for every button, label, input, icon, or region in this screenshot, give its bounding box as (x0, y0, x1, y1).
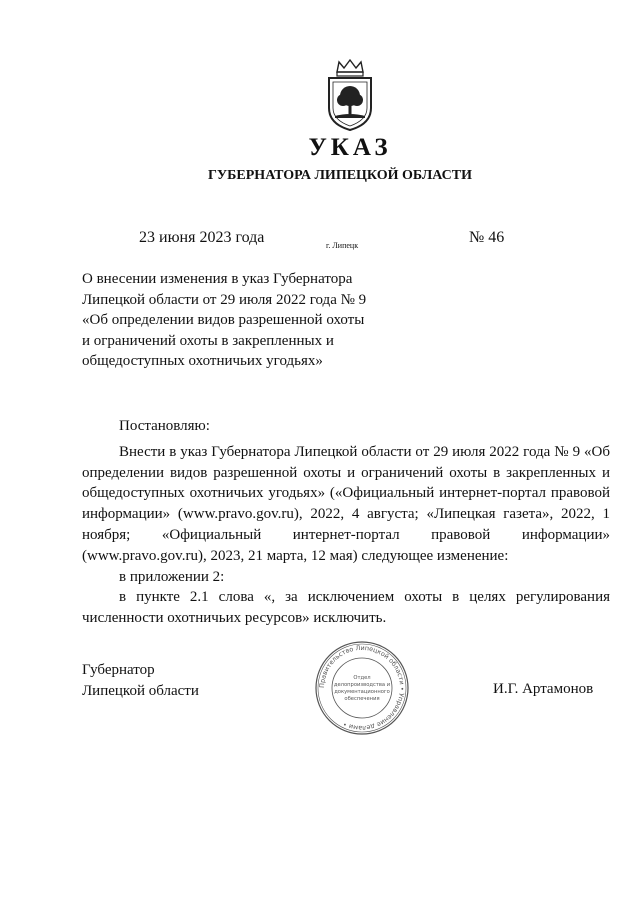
coat-of-arms-emblem (325, 58, 375, 132)
document-subject (82, 269, 382, 372)
body-paragraph: Внести в указ Губернатора Липецкой области от 29 июля 2022 года № 9 «Об определении видов разрешенной охоты и ограничений охоты в закрепленных и общедоступных охотничьих угодьях» («Официальный интернет-портал правовой информации» (www.pravo.gov.ru), 2022, 4 августа; «Липецкая газета», 2022, 1 ноября; «Официальный интернет-портал правовой информации» (www.pravo.gov.ru), 2023, 21 марта, 12 мая) следующее изменение: (82, 443, 610, 564)
subject-line: О внесении изменения в указ Губернатора (82, 271, 353, 287)
stamp-center-text: обеспечения (344, 696, 380, 702)
decree-word: Постановляю: (119, 418, 210, 434)
body-paragraph: в пункте 2.1 слова «, за исключением охоты в целях регулирования численности охотничьих ресурсов» исключить. (82, 589, 610, 627)
document-number: № 46 (469, 229, 505, 246)
document-date: 23 июня 2023 года (139, 229, 265, 246)
stamp-center-text: делопроизводства и (333, 682, 391, 688)
subject-line: Липецкой области от 29 июля 2022 года № 9 (82, 291, 367, 308)
document-issuer: ГУБЕРНАТОРА ЛИПЕЦКОЙ ОБЛАСТИ (207, 168, 472, 183)
official-stamp (314, 640, 410, 736)
signatory-position-line: Губернатор (82, 662, 155, 678)
stamp-center-text: документационного (334, 689, 390, 695)
body-paragraph: в приложении 2: (119, 568, 225, 585)
signatory-position (82, 660, 199, 702)
subject-line: общедоступных охотничьих угодьях» (82, 353, 323, 369)
subject-line: «Об определении видов разрешенной охоты (82, 312, 365, 328)
document-title: УКАЗ (308, 134, 392, 161)
signatory-position-line: Липецкой области (82, 683, 199, 699)
document-body (82, 416, 610, 629)
stamp-center-text: Отдел (353, 675, 371, 681)
stamp-outer-text: Правительство Липецкой области • Управление делами • (317, 643, 407, 733)
subject-line: и ограничений охоты в закрепленных и (82, 332, 334, 349)
document-city: г. Липецк (326, 241, 359, 250)
signatory-name: И.Г. Артамонов (493, 681, 594, 697)
